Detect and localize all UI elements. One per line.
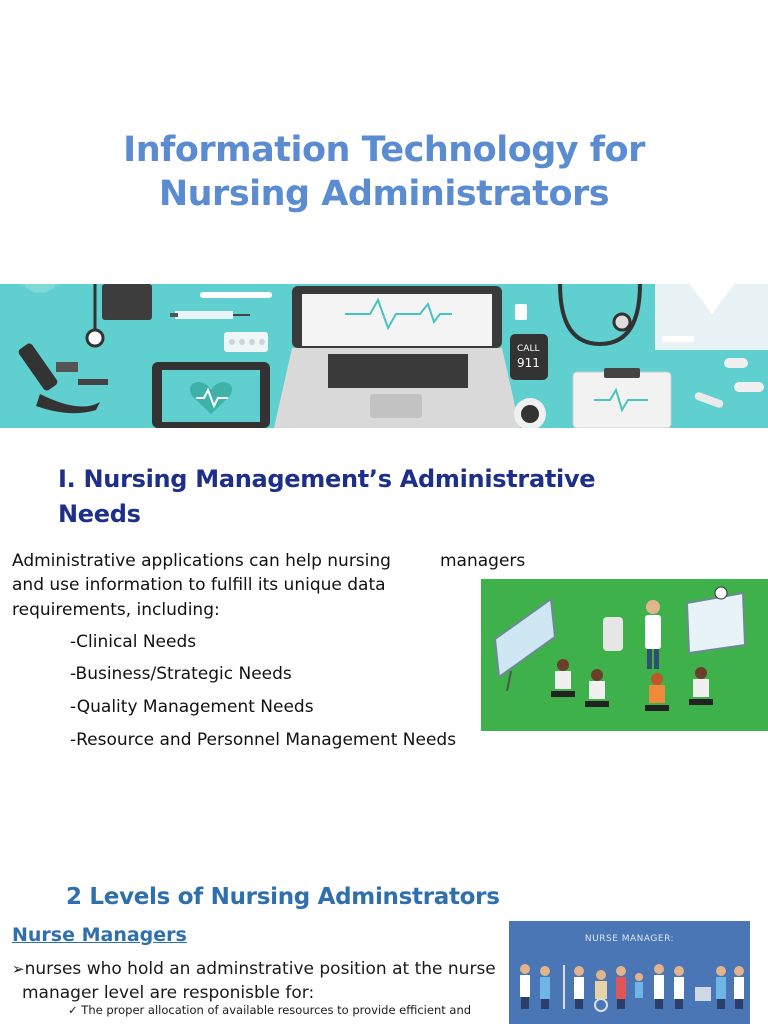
presenter-icon (645, 600, 661, 669)
medical-banner-illustration (0, 284, 768, 428)
intro-line-1-end: managers (440, 551, 526, 571)
need-item-quality: -Quality Management Needs (70, 697, 314, 717)
title-line-2: Nursing Administrators (158, 174, 610, 214)
heading-line-1: I. Nursing Management’s Administrative (58, 465, 596, 493)
doctor-coat-icon (655, 284, 768, 350)
intro-line-1: Administrative applications can help nursing (12, 551, 391, 571)
bullet-line-2: manager level are responisble for: (22, 983, 315, 1003)
attendees-icon (551, 659, 713, 711)
arrow-bullet-icon: ➢ (12, 960, 25, 978)
page-title (0, 128, 768, 216)
nurse-manager-caption: NURSE MANAGER: (584, 934, 675, 944)
medical-equipment-graphic (0, 284, 768, 428)
section-heading-levels: 2 Levels of Nursing Adminstrators (66, 884, 500, 910)
syringe-icon (170, 311, 250, 319)
monitor-board-icon (687, 587, 745, 653)
need-item-clinical: -Clinical Needs (70, 632, 197, 652)
check-item-text: The proper allocation of available resources to provide efficient and (81, 1003, 472, 1017)
device-icon (102, 284, 152, 320)
check-item (68, 1003, 471, 1017)
call-number: 911 (517, 356, 540, 370)
heading-line-2: Needs (58, 500, 141, 528)
whiteboard-icon (495, 599, 555, 691)
laptop-icon (274, 286, 520, 428)
thermometer-icon (200, 292, 272, 298)
intro-line-2: and use information to fulfill its unique data (12, 575, 386, 595)
intro-line-3: requirements, including: (12, 600, 220, 620)
checkmark-icon: ✓ (68, 1003, 78, 1017)
meeting-graphic (481, 579, 768, 731)
stopwatch-icon (87, 330, 103, 346)
bullet-nurse-managers (12, 957, 512, 1005)
bullet-line-1: nurses who hold an adminstrative position at the nurse (24, 959, 496, 979)
tablet-heart-icon (152, 362, 270, 428)
stethoscope-icon (560, 284, 640, 344)
pen-icon (694, 391, 725, 409)
nurse-manager-illustration (509, 921, 750, 1024)
need-item-business: -Business/Strategic Needs (70, 664, 292, 684)
microscope-icon (17, 342, 108, 413)
heart-shape-icon (22, 284, 58, 293)
section-heading-admin-needs (58, 462, 678, 532)
subheading-nurse-managers: Nurse Managers (12, 924, 187, 946)
title-line-1: Information Technology for (123, 130, 645, 170)
call-label: CALL (517, 344, 540, 354)
server-icon (603, 617, 623, 651)
need-item-resource: -Resource and Personnel Management Needs (70, 730, 457, 750)
meeting-illustration (481, 579, 768, 731)
capsule-icon-2 (734, 382, 764, 392)
capsule-icon (724, 358, 748, 368)
clipboard-icon (573, 368, 671, 428)
phone-911-icon (510, 304, 548, 380)
